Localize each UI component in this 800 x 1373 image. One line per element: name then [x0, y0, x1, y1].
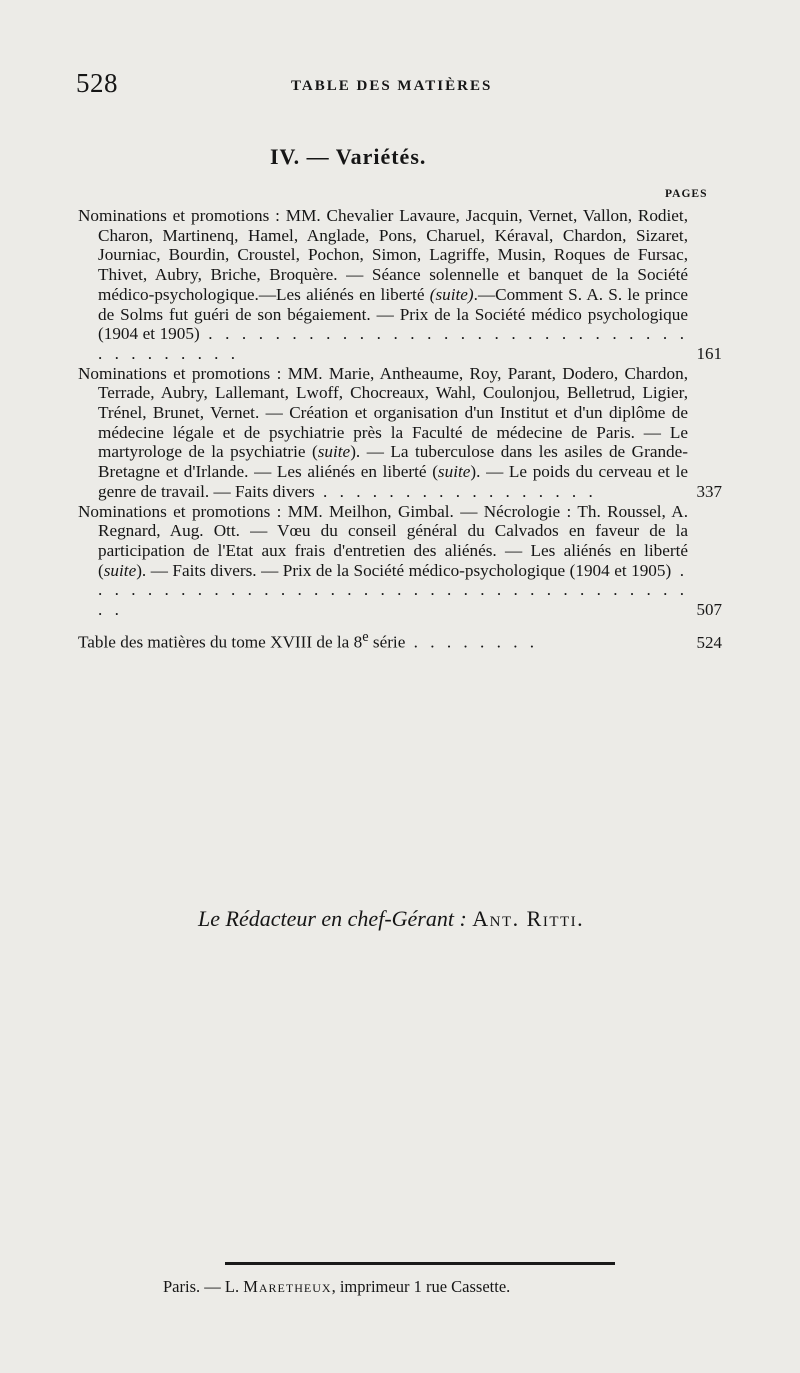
toc-page-number: 524 — [696, 632, 722, 652]
pages-column-label: PAGES — [665, 188, 708, 200]
page-number: 528 — [76, 68, 118, 98]
section-title: IV. — Variétés. — [270, 144, 427, 169]
toc-page-number: 507 — [696, 600, 722, 620]
running-title: TABLE DES MATIÈRES — [291, 78, 493, 94]
toc-entry: Nominations et promotions : MM. Chevalier Lavaure, Jacquin, Vernet, Vallon, Rodiet, Charon, Martinenq, Hamel, Anglade, Pons, Charuel, Kéraval, Chardon, Sizaret, Journiac, Bourdin, Croustel, Pochon, Simon, Lagriffe, Musin, Roques de Fursac, Thivet, Aubry, Briche, Broquère. — Séance solennelle et banquet de la Société médico-psychologique.—Les aliénés en liberté (suite).—Comment S. A. S. le prince de Solms fut guéri de son bégaiement. — Prix de la Société médico psychologique (1904 et 1905) . . . . . . . . . . . . . . . . . . . . . . . . . . . . . . . . . . . . . . 161 — [78, 206, 722, 363]
editor-signature: Le Rédacteur en chef-Gérant : Ant. Ritti. — [198, 906, 585, 931]
toc-page-number: 161 — [696, 343, 722, 363]
dot-leader: . . . . . . . . . . . . . . . . . — [314, 481, 597, 501]
toc-entry: Table des matières du tome XVIII de la 8e série . . . . . . . . 524 — [78, 628, 722, 652]
dot-leader: . . . . . . . . — [405, 632, 539, 652]
toc-entry: Nominations et promotions : MM. Marie, Antheaume, Roy, Parant, Dodero, Chardon, Terrade, Aubry, Lallemant, Lwoff, Chocreaux, Wahl, Coulonjou, Belletrud, Ligier, Trénel, Brunet, Vernet. — Création et organisation d'un Institut et d'un diplôme de médecine légale et de psychiatrie près la Faculté de médecine de Paris. — Le martyrologe de la psychiatrie (suite). — La tuberculose dans les asiles de Grande-Bretagne et d'Irlande. — Les aliénés en liberté (suite). — Le poids du cerveau et le genre de travail. — Faits divers . . . . . . . . . . . . . . . . . 337 — [78, 363, 722, 501]
printer-imprint: Paris. — L. Maretheux, imprimeur 1 rue Cassette. — [163, 1277, 511, 1296]
divider-rule — [225, 1262, 615, 1265]
page-header — [76, 68, 736, 108]
table-of-contents — [78, 206, 722, 652]
toc-page-number: 337 — [696, 481, 722, 501]
dot-leader: . . . . . . . . . . . . . . . . . . . . . . . . . . . . . . . . . . . . . . . — [98, 560, 689, 620]
toc-entry: Nominations et promotions : MM. Meilhon, Gimbal. — Nécrologie : Th. Roussel, A. Regnard, Aug. Ott. — Vœu du conseil général du Calvados en faveur de la participation de l'Etat aux frais d'entretien des aliénés. — Les aliénés en liberté (suite). — Faits divers. — Prix de la Société médico-psychologique (1904 et 1905) . . . . . . . . . . . . . . . . . . . . . . . . . . . . . . . . . . . . . . . 507 — [78, 501, 722, 620]
dot-leader: . . . . . . . . . . . . . . . . . . . . . . . . . . . . . . . . . . . . . . — [98, 324, 688, 363]
